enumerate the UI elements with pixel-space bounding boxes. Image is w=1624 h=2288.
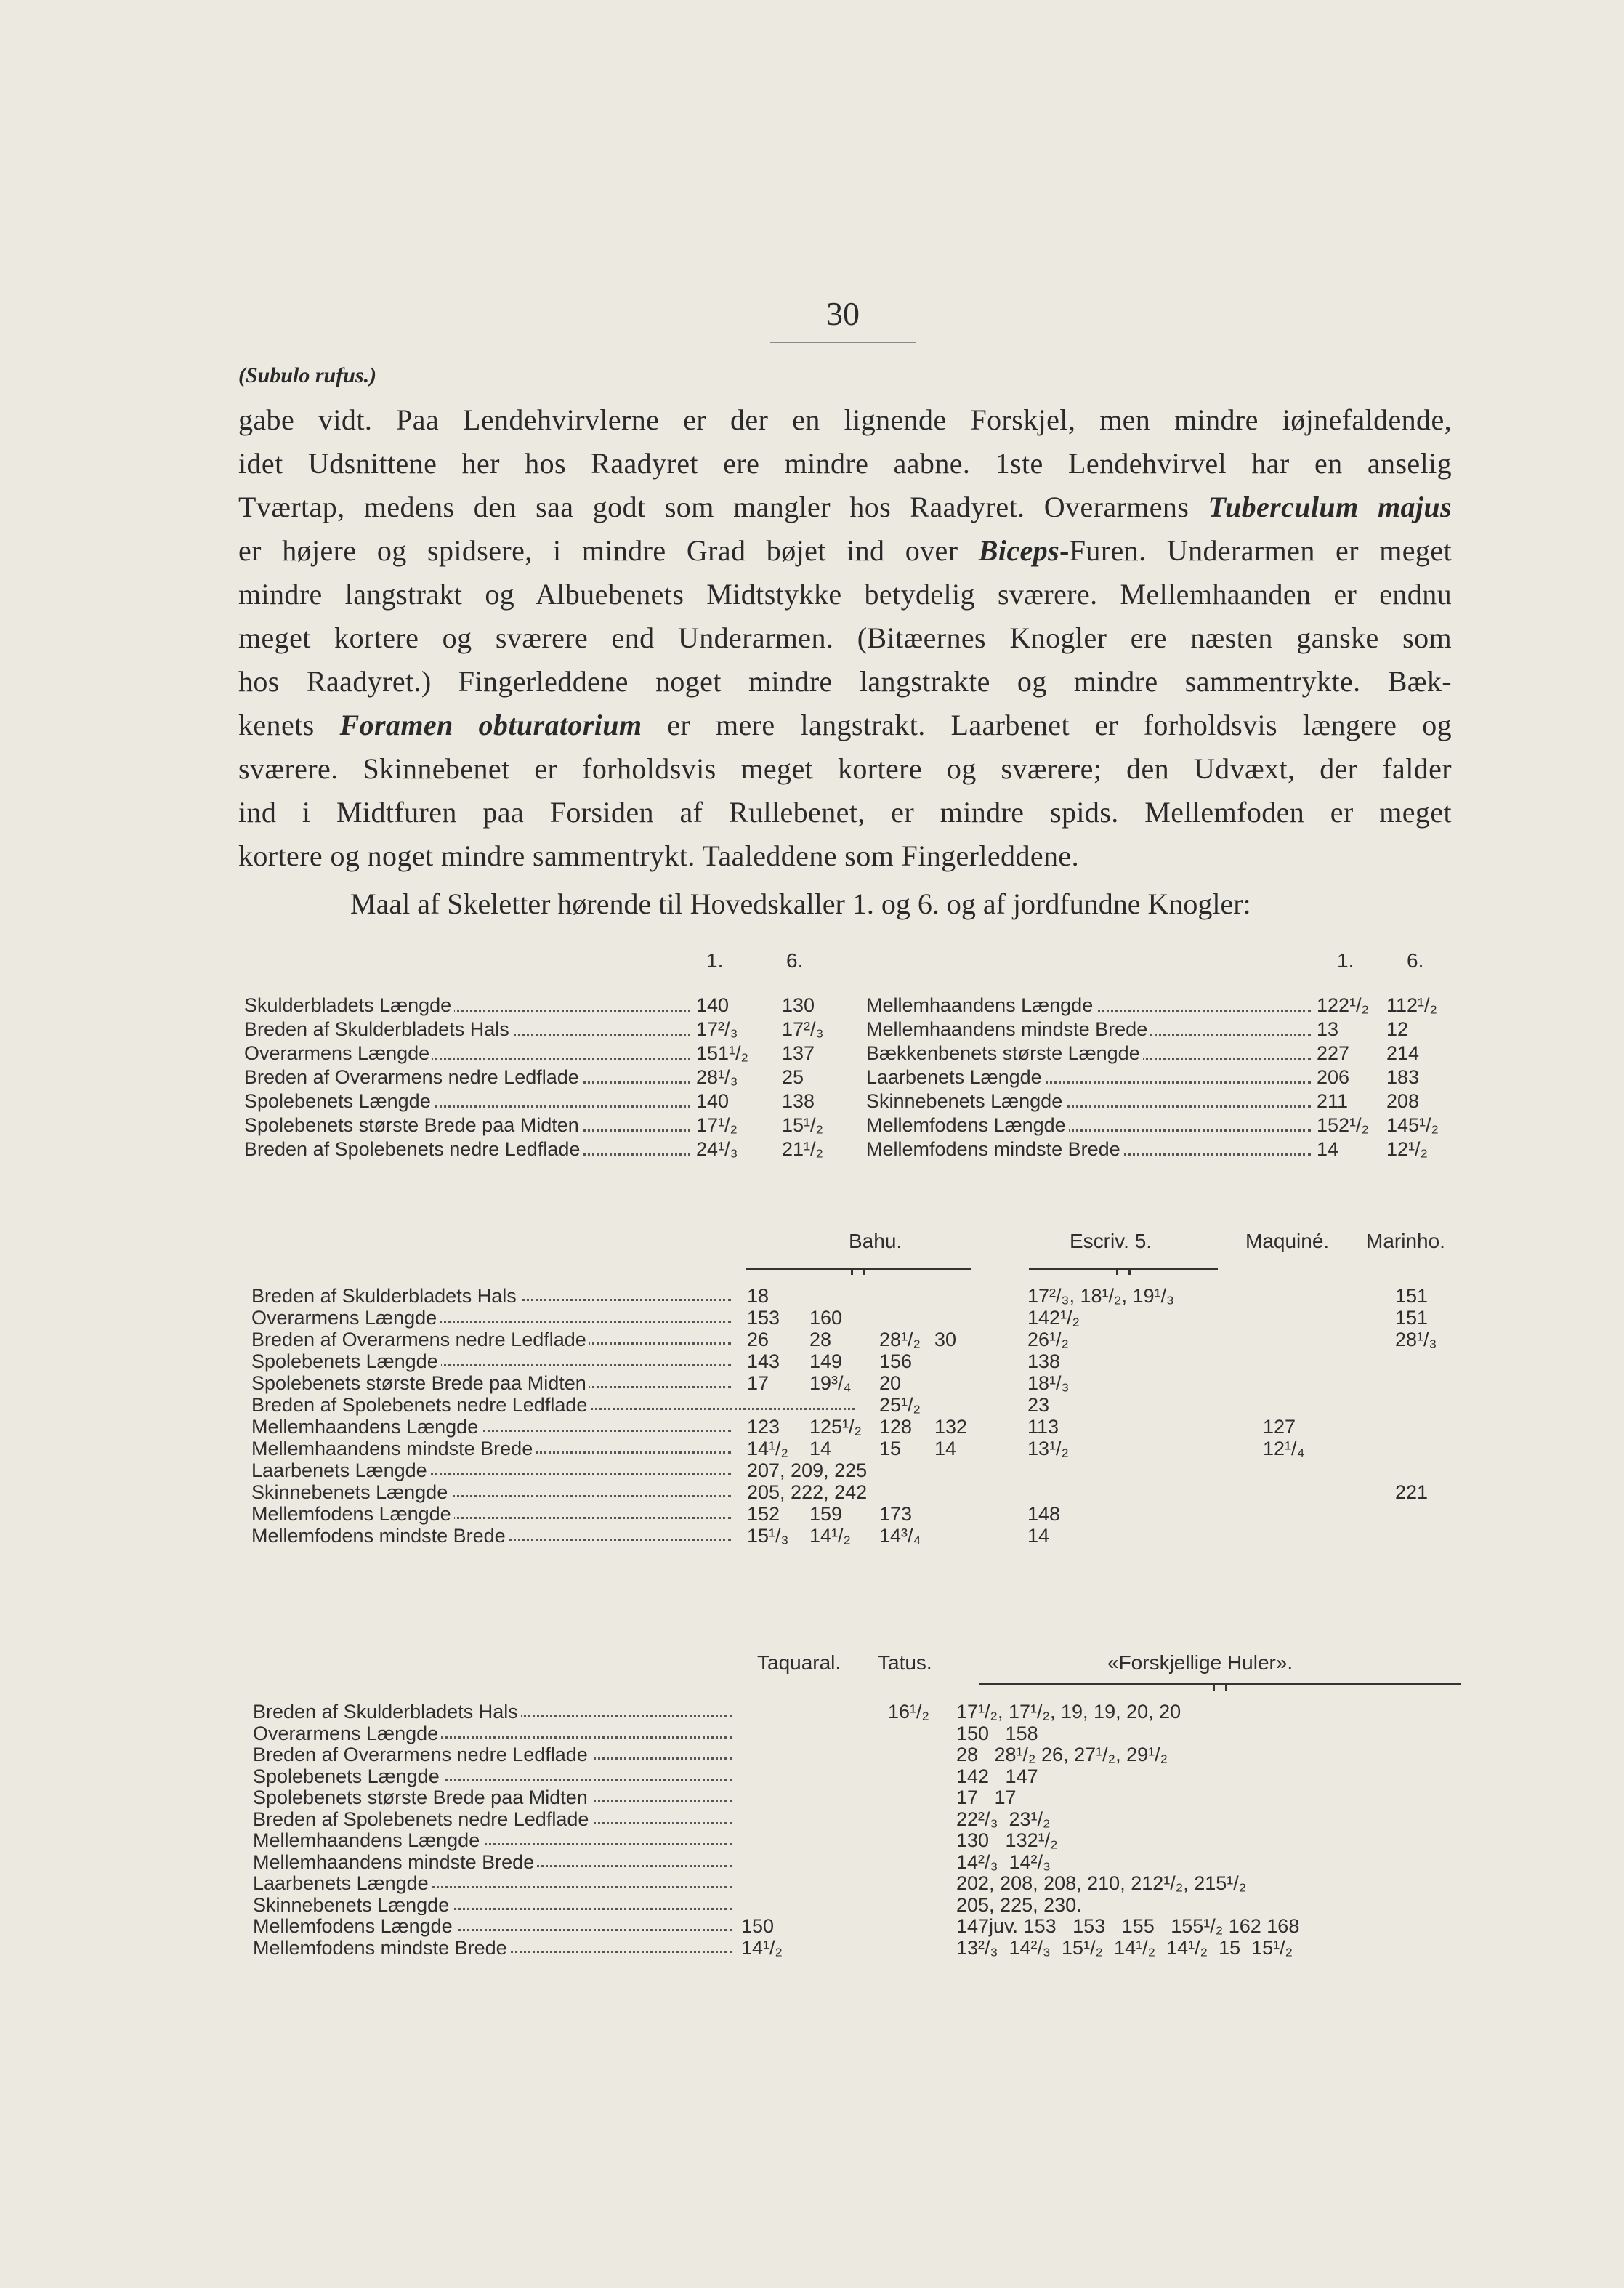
row-label-text: Overarmens Længde (244, 1042, 432, 1064)
row-label-text: Breden af Spolebenets nedre Ledflade (244, 1138, 583, 1160)
row-label (251, 1372, 731, 1394)
value-6: 112¹/₂ (1386, 994, 1438, 1016)
table-row (244, 1089, 825, 1113)
row-label (866, 1089, 1311, 1113)
row-label (244, 1137, 690, 1161)
row-label (866, 1113, 1311, 1137)
brace-bahu (746, 1268, 971, 1280)
brace-huler (979, 1683, 1461, 1696)
bahu-value: 15 (879, 1438, 902, 1459)
row-label (251, 1459, 731, 1481)
bahu-value: 28 (809, 1329, 832, 1350)
escriv-value: 18¹/₃ (1027, 1372, 1070, 1394)
table-row (253, 1787, 1474, 1808)
col-header-maquine: Maquiné. (1245, 1230, 1330, 1252)
paragraph-line: sværere. Skinnebenet er forholdsvis meget kortere og sværere; den Udvæxt, der falder (238, 752, 1452, 785)
row-label-text: Mellemfodens Længde (866, 1114, 1069, 1136)
bahu-value: 14 (934, 1438, 957, 1459)
table-row (253, 1723, 1474, 1744)
row-label-text: Skinnebenets Længde (253, 1894, 452, 1916)
table-row (251, 1372, 1472, 1394)
bahu-value: 132 (934, 1416, 968, 1438)
value-6: 25 (782, 1066, 804, 1088)
col-header-marinho: Marinho. (1366, 1230, 1445, 1252)
bahu-value: 14³/₄ (879, 1525, 921, 1547)
row-label (253, 1937, 732, 1959)
col-header-escriv: Escriv. 5. (1070, 1230, 1152, 1252)
value-6: 137 (782, 1042, 815, 1064)
marinho-value: 28¹/₃ (1395, 1329, 1437, 1350)
table-row (866, 1017, 1469, 1042)
value-6: 183 (1386, 1066, 1420, 1088)
col-header-taquaral: Taquaral. (757, 1651, 841, 1674)
bahu-value: 20 (879, 1372, 902, 1394)
bahu-value: 159 (809, 1503, 843, 1525)
value-6: 17²/₃ (782, 1018, 824, 1040)
table-row (253, 1744, 1474, 1765)
marinho-value: 151 (1395, 1307, 1429, 1329)
col-header-1: 1. (706, 949, 724, 972)
row-label-text: Mellemfodens Længde (253, 1915, 456, 1937)
maquine-value: 127 (1263, 1416, 1296, 1438)
table-row (866, 1089, 1469, 1113)
row-label-text: Mellemhaandens mindste Brede (251, 1438, 536, 1459)
table-row (244, 1065, 825, 1089)
row-label (866, 1065, 1311, 1089)
paragraph-line: ind i Midtfuren paa Forsiden af Rullebenet, er mindre spids. Mellemfoden er meget (238, 796, 1452, 829)
paragraph-line: mindre langstrakt og Albuebenets Midtstykke betydelig sværere. Mellemhaanden er endnu (238, 578, 1452, 611)
huler-value: 17 17 (956, 1787, 1017, 1808)
value-6: 12¹/₂ (1386, 1138, 1429, 1160)
table-row (866, 993, 1469, 1018)
row-label-text: Spolebenets største Brede paa Midten (253, 1787, 591, 1808)
tatus-value: 16¹/₂ (888, 1701, 930, 1723)
row-label-text: Spolebenets Længde (244, 1090, 434, 1112)
value-1: 24¹/₃ (696, 1138, 738, 1160)
escriv-value: 14 (1027, 1525, 1050, 1547)
value-1: 13 (1317, 1018, 1339, 1040)
row-label-text: Breden af Spolebenets nedre Ledflade (251, 1394, 590, 1416)
value-1: 152¹/₂ (1317, 1114, 1370, 1136)
value-1: 17¹/₂ (696, 1114, 738, 1136)
paragraph-line: gabe vidt. Paa Lendehvirvlerne er der en lignende Forskjel, men mindre iøjnefaldende, (238, 403, 1452, 436)
value-1: 211 (1317, 1090, 1349, 1112)
bahu-value: 15¹/₃ (747, 1525, 789, 1547)
paragraph-line: meget kortere og sværere end Underarmen. (Bitæernes Knogler ere næsten ganske som (238, 621, 1452, 654)
escriv-value: 142¹/₂ (1027, 1307, 1080, 1329)
huler-value: 28 28¹/₂ 26, 27¹/₂, 29¹/₂ (956, 1744, 1168, 1765)
value-1: 14 (1317, 1138, 1339, 1160)
table-row (251, 1350, 1472, 1372)
row-label-text: Spolebenets største Brede paa Midten (244, 1114, 582, 1136)
row-label (866, 993, 1311, 1018)
table-row (244, 1113, 825, 1137)
huler-value: 22²/₃ 23¹/₂ (956, 1808, 1051, 1830)
value-6: 130 (782, 994, 815, 1016)
table-row (866, 1041, 1469, 1066)
row-label (253, 1744, 732, 1765)
row-label (866, 1017, 1311, 1042)
value-6: 138 (782, 1090, 815, 1112)
bahu-value: 25¹/₂ (879, 1394, 921, 1416)
huler-value: 130 132¹/₂ (956, 1829, 1058, 1851)
row-label (244, 1113, 690, 1137)
bahu-value: 30 (934, 1329, 957, 1350)
caption: (Subulo rufus.) (238, 363, 377, 387)
table-row (251, 1394, 1472, 1416)
bahu-value: 207, 209, 225 (747, 1459, 868, 1481)
table-skeleton-1-6 (244, 949, 1472, 1182)
table-row (253, 1937, 1474, 1959)
paragraph-line: hos Raadyret.) Fingerleddene noget mindre langstrakte og mindre sammentrykte. Bæk- (238, 665, 1452, 698)
taquaral-value: 150 (741, 1915, 775, 1937)
table-row (251, 1525, 1472, 1547)
row-label-text: Breden af Skulderbladets Hals (253, 1701, 521, 1723)
row-label (251, 1329, 731, 1350)
bahu-value: 143 (747, 1350, 780, 1372)
value-1: 140 (696, 1090, 730, 1112)
table-localities (251, 1230, 1472, 1593)
escriv-value: 23 (1027, 1394, 1050, 1416)
table-row (244, 993, 825, 1018)
row-label-text: Mellemhaandens Længde (251, 1416, 481, 1438)
row-label-text: Bækkenbenets største Længde (866, 1042, 1143, 1064)
row-label (253, 1851, 732, 1873)
row-label-text: Breden af Skulderbladets Hals (244, 1018, 512, 1040)
escriv-value: 113 (1027, 1416, 1059, 1438)
row-label-text: Breden af Overarmens nedre Ledflade (253, 1744, 591, 1765)
row-label (253, 1808, 732, 1830)
paragraph-line: idet Udsnittene her hos Raadyret ere mindre aabne. 1ste Lendehvirvel har en anselig (238, 447, 1452, 480)
table-caves (253, 1651, 1474, 2015)
table-row (251, 1285, 1472, 1307)
row-label (251, 1285, 731, 1307)
row-label-text: Skinnebenets Længde (251, 1481, 451, 1503)
bahu-value: 14¹/₂ (747, 1438, 789, 1459)
row-label-text: Breden af Overarmens nedre Ledflade (251, 1329, 589, 1350)
table-row (244, 1041, 825, 1066)
row-label-text: Breden af Overarmens nedre Ledflade (244, 1066, 582, 1088)
row-label-text: Spolebenets største Brede paa Midten (251, 1372, 589, 1394)
huler-value: 17¹/₂, 17¹/₂, 19, 19, 20, 20 (956, 1701, 1181, 1723)
col-header-1: 1. (1337, 949, 1354, 972)
bahu-value: 149 (809, 1350, 843, 1372)
escriv-value: 138 (1027, 1350, 1061, 1372)
table-row (251, 1503, 1472, 1525)
row-label-text: Laarbenets Længde (251, 1459, 430, 1481)
value-6: 208 (1386, 1090, 1420, 1112)
bahu-value: 123 (747, 1416, 780, 1438)
table-row (251, 1307, 1472, 1329)
table-row (251, 1416, 1472, 1438)
row-label (251, 1503, 731, 1525)
value-6: 145¹/₂ (1386, 1114, 1439, 1136)
row-label (253, 1765, 732, 1787)
row-label-text: Spolebenets Længde (253, 1765, 443, 1787)
escriv-value: 17²/₃, 18¹/₂, 19¹/₃ (1027, 1285, 1175, 1307)
col-header-tatus: Tatus. (878, 1651, 932, 1674)
page-number: 30 (826, 295, 860, 332)
table-row (244, 1137, 825, 1161)
escriv-value: 148 (1027, 1503, 1061, 1525)
row-label-text: Laarbenets Længde (866, 1066, 1045, 1088)
italic-term: Tuberculum majus (1208, 491, 1452, 523)
bahu-value: 173 (879, 1503, 913, 1525)
bahu-value: 152 (747, 1503, 780, 1525)
value-1: 206 (1317, 1066, 1350, 1088)
huler-value: 142 147 (956, 1765, 1038, 1787)
bahu-value: 156 (879, 1350, 913, 1372)
paragraph-line: Tværtap, medens den saa godt som mangler hos Raadyret. Overarmens Tuberculum majus (238, 491, 1452, 523)
bahu-value: 19³/₄ (809, 1372, 852, 1394)
table-row (251, 1459, 1472, 1481)
table-row (253, 1894, 1474, 1916)
row-label (253, 1701, 732, 1723)
row-label (253, 1894, 732, 1916)
row-label-text: Mellemfodens mindste Brede (253, 1937, 510, 1959)
huler-value: 202, 208, 208, 210, 212¹/₂, 215¹/₂ (956, 1872, 1247, 1894)
table-row (251, 1329, 1472, 1350)
escriv-value: 26¹/₂ (1027, 1329, 1070, 1350)
row-label (251, 1416, 731, 1438)
bahu-value: 14¹/₂ (809, 1525, 852, 1547)
col-header-6: 6. (1407, 949, 1424, 972)
row-label-text: Mellemfodens Længde (251, 1503, 454, 1525)
row-label (244, 1065, 690, 1089)
row-label (253, 1723, 732, 1744)
row-label-text: Skulderbladets Længde (244, 994, 454, 1016)
table-row (866, 1065, 1469, 1089)
huler-value: 14²/₃ 14²/₃ (956, 1850, 1051, 1873)
row-label-text: Overarmens Længde (253, 1723, 441, 1744)
value-1: 28¹/₃ (696, 1066, 738, 1088)
paragraph-line: er højere og spidsere, i mindre Grad bøjet ind over Biceps-Furen. Underarmen er meget (238, 534, 1452, 567)
row-label (244, 1041, 690, 1066)
huler-value: 147juv. 153 153 155 155¹/₂ 162 168 (956, 1915, 1300, 1937)
row-label (251, 1438, 731, 1459)
value-1: 140 (696, 994, 730, 1016)
bahu-value: 153 (747, 1307, 780, 1329)
maquine-value: 12¹/₄ (1263, 1438, 1305, 1459)
brace-escriv (1029, 1268, 1218, 1280)
value-1: 151¹/₂ (696, 1042, 749, 1064)
row-label-text: Mellemfodens mindste Brede (866, 1138, 1123, 1160)
table-row (866, 1113, 1469, 1137)
bahu-value: 160 (809, 1307, 843, 1329)
value-6: 21¹/₂ (782, 1138, 824, 1160)
table-row (253, 1701, 1474, 1723)
table-subheading: Maal af Skeletter hørende til Hovedskaller 1. og 6. og af jordfundne Knogler: (350, 887, 1251, 920)
bahu-value: 18 (747, 1285, 769, 1307)
huler-value: 13²/₃ 14²/₃ 15¹/₂ 14¹/₂ 14¹/₂ 15 15¹/₂ (956, 1936, 1293, 1959)
taquaral-value: 14¹/₂ (741, 1936, 783, 1959)
row-label (251, 1350, 731, 1372)
table-row (253, 1851, 1474, 1873)
paragraph-line: kenets Foramen obturatorium er mere langstrakt. Laarbenet er forholdsvis længere og (238, 709, 1452, 741)
bahu-value: 128 (879, 1416, 913, 1438)
table-row (253, 1915, 1474, 1937)
row-label (251, 1307, 731, 1329)
row-label (253, 1872, 732, 1894)
table-row (866, 1137, 1469, 1161)
row-label-text: Laarbenets Længde (253, 1872, 432, 1894)
huler-value: 150 158 (956, 1722, 1038, 1744)
row-label (244, 1017, 690, 1042)
row-label (251, 1394, 855, 1416)
col-header-bahu: Bahu. (849, 1230, 902, 1252)
table-row (253, 1765, 1474, 1787)
value-6: 214 (1386, 1042, 1420, 1064)
row-label (253, 1915, 732, 1937)
table-row (251, 1481, 1472, 1503)
row-label (244, 993, 690, 1018)
row-label-text: Skinnebenets Længde (866, 1090, 1065, 1112)
marinho-value: 151 (1395, 1285, 1429, 1307)
paragraph-line: kortere og noget mindre sammentrykt. Taaleddene som Fingerleddene. (238, 839, 1079, 872)
row-label-text: Overarmens Længde (251, 1307, 440, 1329)
row-label (866, 1137, 1311, 1161)
row-label-text: Breden af Spolebenets nedre Ledflade (253, 1808, 591, 1830)
value-1: 17²/₃ (696, 1018, 738, 1040)
row-label-text: Mellemhaandens Længde (253, 1829, 482, 1851)
row-label-text: Mellemhaandens Længde (866, 994, 1096, 1016)
bahu-value: 205, 222, 242 (747, 1481, 868, 1503)
escriv-value: 13¹/₂ (1027, 1438, 1070, 1459)
col-header-6: 6. (786, 949, 804, 972)
value-1: 227 (1317, 1042, 1350, 1064)
row-label-text: Spolebenets Længde (251, 1350, 441, 1372)
italic-term: Foramen obturatorium (339, 709, 642, 741)
value-6: 15¹/₂ (782, 1114, 824, 1136)
body-paragraph (238, 398, 1452, 878)
huler-value: 205, 225, 230. (956, 1893, 1082, 1916)
table-row (253, 1808, 1474, 1830)
table-row (253, 1872, 1474, 1894)
col-header-huler: «Forskjellige Huler». (1107, 1651, 1293, 1674)
row-label (866, 1041, 1311, 1066)
row-label-text: Breden af Skulderbladets Hals (251, 1285, 520, 1307)
table-row (244, 1017, 825, 1042)
italic-term: Biceps (978, 534, 1060, 567)
bahu-value: 14 (809, 1438, 832, 1459)
bahu-value: 17 (747, 1372, 769, 1394)
row-label-text: Mellemhaandens mindste Brede (253, 1851, 537, 1873)
bahu-value: 26 (747, 1329, 769, 1350)
row-label (253, 1787, 732, 1808)
row-label (244, 1089, 690, 1113)
marinho-value: 221 (1395, 1481, 1429, 1503)
row-label-text: Mellemhaandens mindste Brede (866, 1018, 1150, 1040)
bahu-value: 28¹/₂ (879, 1329, 921, 1350)
row-label (253, 1829, 732, 1851)
row-label-text: Mellemfodens mindste Brede (251, 1525, 509, 1547)
row-label (251, 1525, 731, 1547)
table-row (251, 1438, 1472, 1459)
table-row (253, 1829, 1474, 1851)
value-6: 12 (1386, 1018, 1409, 1040)
value-1: 122¹/₂ (1317, 994, 1370, 1016)
bahu-value: 125¹/₂ (809, 1416, 863, 1438)
row-label (251, 1481, 731, 1503)
page-number-rule (770, 342, 916, 343)
